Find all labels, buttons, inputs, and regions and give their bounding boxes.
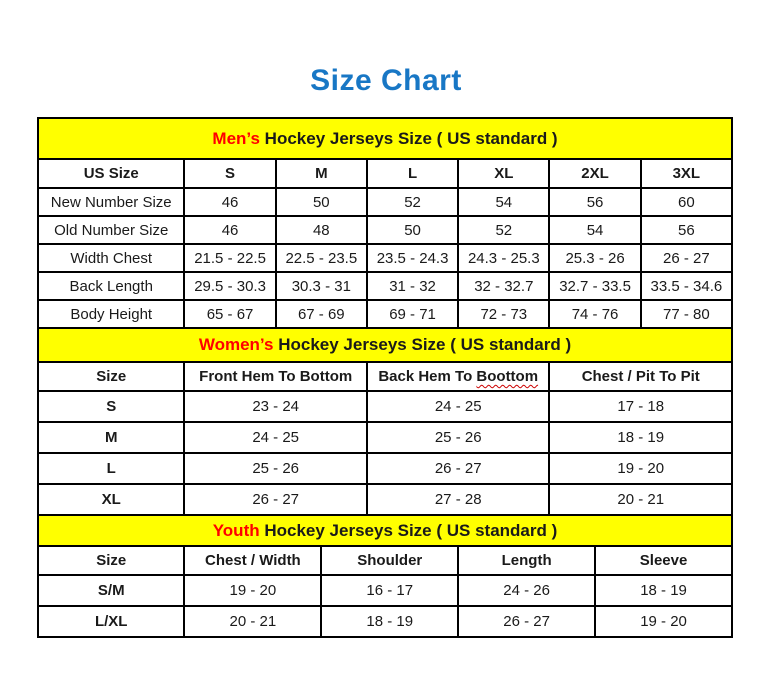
table-row	[38, 188, 732, 216]
mens-header-row	[38, 159, 732, 188]
size-value-cell: 24 - 26	[458, 575, 595, 606]
size-value-cell: 19 - 20	[595, 606, 732, 637]
size-value-cell: 33.5 - 34.6	[641, 272, 732, 300]
size-value-cell: 32.7 - 33.5	[549, 272, 640, 300]
column-header-l: L	[367, 159, 458, 188]
table-row	[38, 391, 732, 422]
table-row	[38, 453, 732, 484]
column-header-us-size: US Size	[38, 159, 184, 188]
size-value-cell: 67 - 69	[276, 300, 367, 328]
row-label: S/M	[38, 575, 184, 606]
size-value-cell: 18 - 19	[549, 422, 732, 453]
size-value-cell: 46	[184, 188, 275, 216]
page-title: Size Chart	[310, 64, 462, 97]
size-value-cell: 60	[641, 188, 732, 216]
column-header-size: Size	[38, 362, 184, 391]
youth-table-banner	[38, 515, 732, 546]
size-value-cell: 56	[549, 188, 640, 216]
table-row	[38, 575, 732, 606]
size-value-cell: 25 - 26	[184, 453, 367, 484]
table-row	[38, 422, 732, 453]
size-value-cell: 18 - 19	[595, 575, 732, 606]
table-row	[38, 606, 732, 637]
size-value-cell: 50	[276, 188, 367, 216]
size-value-cell: 26 - 27	[641, 244, 732, 272]
size-value-cell: 22.5 - 23.5	[276, 244, 367, 272]
size-value-cell: 50	[367, 216, 458, 244]
row-label: XL	[38, 484, 184, 515]
column-header-xl: XL	[458, 159, 549, 188]
size-value-cell: 26 - 27	[367, 453, 550, 484]
column-header-back-hem	[367, 362, 550, 391]
size-value-cell: 54	[458, 188, 549, 216]
size-value-cell: 48	[276, 216, 367, 244]
size-value-cell: 30.3 - 31	[276, 272, 367, 300]
youth-size-table	[37, 514, 733, 638]
womens-banner-row	[38, 328, 732, 362]
column-header-chest-width: Chest / Width	[184, 546, 321, 575]
row-label: Back Length	[38, 272, 184, 300]
column-header-size: Size	[38, 546, 184, 575]
misspelled-word: Boottom	[476, 368, 539, 385]
size-value-cell: 23.5 - 24.3	[367, 244, 458, 272]
womens-table-banner	[38, 328, 732, 362]
youth-banner-highlight: Youth	[212, 520, 260, 540]
row-label: M	[38, 422, 184, 453]
size-value-cell: 21.5 - 22.5	[184, 244, 275, 272]
table-row	[38, 244, 732, 272]
size-value-cell: 25 - 26	[367, 422, 550, 453]
size-value-cell: 46	[184, 216, 275, 244]
mens-banner-row	[38, 118, 732, 159]
size-value-cell: 18 - 19	[321, 606, 458, 637]
size-value-cell: 19 - 20	[184, 575, 321, 606]
size-value-cell: 56	[641, 216, 732, 244]
size-value-cell: 19 - 20	[549, 453, 732, 484]
womens-size-table	[37, 327, 733, 516]
column-header-shoulder: Shoulder	[321, 546, 458, 575]
size-value-cell: 23 - 24	[184, 391, 367, 422]
youth-header-row	[38, 546, 732, 575]
mens-size-table	[37, 117, 733, 329]
size-value-cell: 31 - 32	[367, 272, 458, 300]
youth-banner-row	[38, 515, 732, 546]
size-value-cell: 65 - 67	[184, 300, 275, 328]
row-label: S	[38, 391, 184, 422]
size-value-cell: 52	[367, 188, 458, 216]
row-label: New Number Size	[38, 188, 184, 216]
size-value-cell: 72 - 73	[458, 300, 549, 328]
column-header-sleeve: Sleeve	[595, 546, 732, 575]
column-header-s: S	[184, 159, 275, 188]
size-value-cell: 54	[549, 216, 640, 244]
size-value-cell: 25.3 - 26	[549, 244, 640, 272]
mens-banner-text: Hockey Jerseys Size ( US standard )	[259, 128, 558, 148]
size-value-cell: 69 - 71	[367, 300, 458, 328]
size-value-cell: 20 - 21	[184, 606, 321, 637]
row-label: L/XL	[38, 606, 184, 637]
size-value-cell: 77 - 80	[641, 300, 732, 328]
size-tables-container	[37, 117, 733, 638]
table-row	[38, 272, 732, 300]
table-row	[38, 300, 732, 328]
womens-banner-text: Hockey Jerseys Size ( US standard )	[273, 335, 572, 354]
size-value-cell: 26 - 27	[184, 484, 367, 515]
row-label: Body Height	[38, 300, 184, 328]
size-value-cell: 74 - 76	[549, 300, 640, 328]
column-header-2xl: 2XL	[549, 159, 640, 188]
mens-banner-highlight: Men’s	[212, 128, 260, 148]
back-hem-label: Back Hem To	[378, 368, 477, 385]
size-value-cell: 20 - 21	[549, 484, 732, 515]
size-value-cell: 27 - 28	[367, 484, 550, 515]
table-row	[38, 484, 732, 515]
womens-banner-highlight: Women’s	[198, 335, 274, 354]
size-value-cell: 29.5 - 30.3	[184, 272, 275, 300]
size-value-cell: 17 - 18	[549, 391, 732, 422]
column-header-length: Length	[458, 546, 595, 575]
mens-table-banner	[38, 118, 732, 159]
size-value-cell: 24 - 25	[367, 391, 550, 422]
column-header-front-hem: Front Hem To Bottom	[184, 362, 367, 391]
size-value-cell: 26 - 27	[458, 606, 595, 637]
womens-header-row	[38, 362, 732, 391]
column-header-m: M	[276, 159, 367, 188]
table-row	[38, 216, 732, 244]
size-value-cell: 32 - 32.7	[458, 272, 549, 300]
row-label: Width Chest	[38, 244, 184, 272]
size-value-cell: 16 - 17	[321, 575, 458, 606]
size-value-cell: 52	[458, 216, 549, 244]
row-label: L	[38, 453, 184, 484]
youth-banner-text: Hockey Jerseys Size ( US standard )	[259, 520, 558, 540]
column-header-3xl: 3XL	[641, 159, 732, 188]
column-header-chest-pit: Chest / Pit To Pit	[549, 362, 732, 391]
row-label: Old Number Size	[38, 216, 184, 244]
size-value-cell: 24 - 25	[184, 422, 367, 453]
size-value-cell: 24.3 - 25.3	[458, 244, 549, 272]
